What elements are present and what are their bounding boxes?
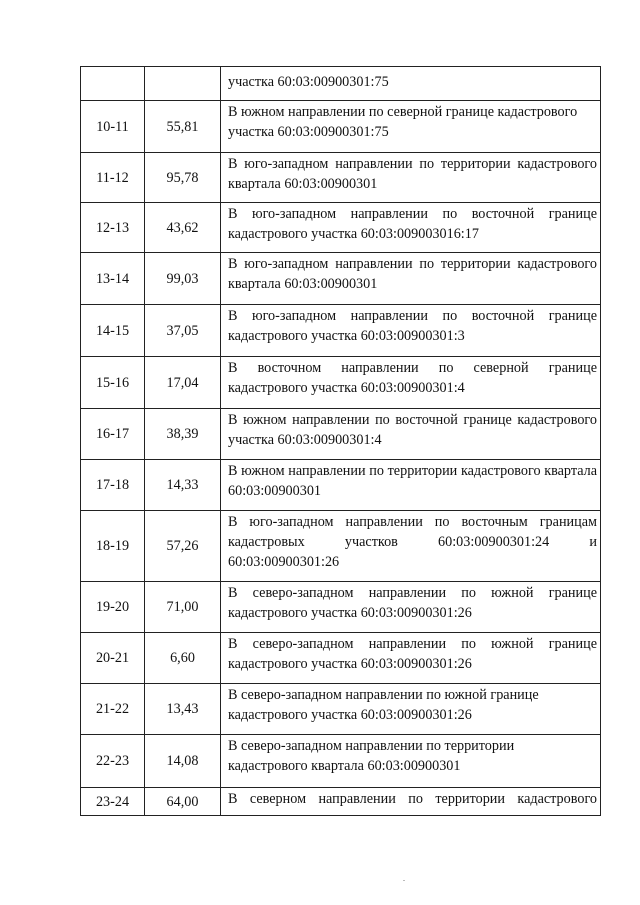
segment-cell: 13-14	[81, 253, 145, 305]
segment-cell: 16-17	[81, 409, 145, 460]
description-cell: В юго-западном направлении по восточным границам кадастровых участков 60:03:00900301:24 и 60:03:00900301:26	[221, 511, 601, 582]
description-cell: участка 60:03:00900301:75	[221, 67, 601, 101]
table-row	[81, 460, 601, 511]
table-row	[81, 684, 601, 735]
length-cell: 99,03	[145, 253, 221, 305]
length-cell: 43,62	[145, 203, 221, 253]
segment-cell: 22-23	[81, 735, 145, 788]
length-cell: 38,39	[145, 409, 221, 460]
description-cell: В юго-западном направлении по восточной границе кадастрового участка 60:03:009003016:17	[221, 203, 601, 253]
table-row	[81, 511, 601, 582]
segment-cell: 15-16	[81, 357, 145, 409]
segment-cell: 17-18	[81, 460, 145, 511]
length-cell: 55,81	[145, 101, 221, 153]
segment-cell	[81, 67, 145, 101]
length-cell: 95,78	[145, 153, 221, 203]
table-row	[81, 153, 601, 203]
segment-cell: 19-20	[81, 582, 145, 633]
table-row	[81, 788, 601, 816]
description-cell: В южном направлении по территории кадастрового квартала 60:03:00900301	[221, 460, 601, 511]
description-cell: В северо-западном направлении по южной границе кадастрового участка 60:03:00900301:26	[221, 633, 601, 684]
table-row-continuation	[81, 67, 601, 101]
description-cell: В южном направлении по восточной границе кадастрового участка 60:03:00900301:4	[221, 409, 601, 460]
length-cell: 71,00	[145, 582, 221, 633]
segment-cell: 20-21	[81, 633, 145, 684]
segment-cell: 18-19	[81, 511, 145, 582]
length-cell: 13,43	[145, 684, 221, 735]
length-cell: 37,05	[145, 305, 221, 357]
length-cell: 14,33	[145, 460, 221, 511]
length-cell	[145, 67, 221, 101]
table-row	[81, 633, 601, 684]
segment-cell: 23-24	[81, 788, 145, 816]
description-cell: В северо-западном направлении по южной границе кадастрового участка 60:03:00900301:26	[221, 684, 601, 735]
table-row	[81, 735, 601, 788]
description-cell: В северо-западном направлении по территории кадастрового квартала 60:03:00900301	[221, 735, 601, 788]
segment-cell: 10-11	[81, 101, 145, 153]
scan-speck	[403, 880, 405, 881]
table-row	[81, 203, 601, 253]
length-cell: 57,26	[145, 511, 221, 582]
boundary-description-table	[80, 66, 601, 816]
length-cell: 6,60	[145, 633, 221, 684]
description-cell: В южном направлении по северной границе кадастрового участка 60:03:00900301:75	[221, 101, 601, 153]
table-row	[81, 582, 601, 633]
description-cell: В северо-западном направлении по южной границе кадастрового участка 60:03:00900301:26	[221, 582, 601, 633]
segment-cell: 21-22	[81, 684, 145, 735]
table-row	[81, 357, 601, 409]
description-cell: В юго-западном направлении по территории кадастрового квартала 60:03:00900301	[221, 253, 601, 305]
length-cell: 14,08	[145, 735, 221, 788]
length-cell: 64,00	[145, 788, 221, 816]
description-cell: В юго-западном направлении по территории кадастрового квартала 60:03:00900301	[221, 153, 601, 203]
table-row	[81, 253, 601, 305]
segment-cell: 14-15	[81, 305, 145, 357]
description-cell: В юго-западном направлении по восточной границе кадастрового участка 60:03:00900301:3	[221, 305, 601, 357]
segment-cell: 12-13	[81, 203, 145, 253]
table-row	[81, 305, 601, 357]
description-cell: В северном направлении по территории кадастрового	[221, 788, 601, 816]
table-row	[81, 101, 601, 153]
length-cell: 17,04	[145, 357, 221, 409]
segment-cell: 11-12	[81, 153, 145, 203]
table-row	[81, 409, 601, 460]
description-cell: В восточном направлении по северной границе кадастрового участка 60:03:00900301:4	[221, 357, 601, 409]
